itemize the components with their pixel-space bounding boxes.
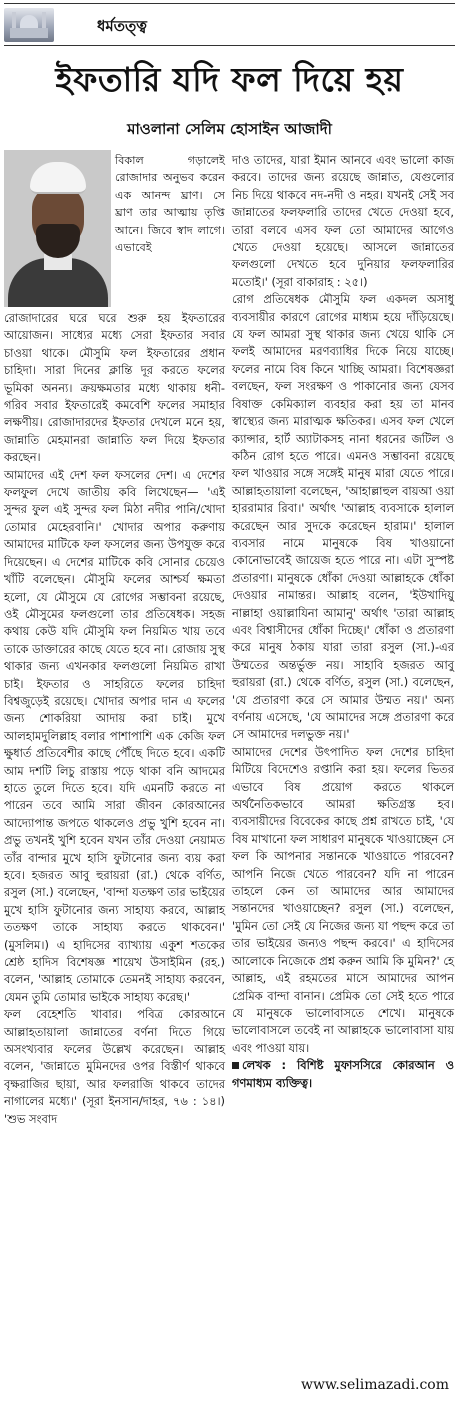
paragraph: রোজাদারের ঘরে ঘরে শুরু হয় ইফতারের আয়োজন। সাধ্যের মধ্যে সেরা ইফতার সবার চাওয়া থাকে। মৌসুমি ফল ইফতারের প্রধান চাহিদা। সারা দিনের ক্লান্তি দূর করতে ফলের ভূমিকা অনন্য। ক্রয়ক্ষমতার মধ্যে থাকায় ধনী-গরিব সবার ইফতারেই কমবেশি ফলের সমাহার লক্ষণীয়। রোজাদারদের ইফতার দেখলে মনে হয়, জান্নাতি মেহমানরা জান্নাতি ফল দিয়ে ইফতার করছেন। [4,311,225,465]
paragraph: ফল বেহেশতি খাবার। পবিত্র কোরআনে আল্লাহতায়ালা জান্নাতের বর্ণনা দিতে গিয়ে অসংখ্যবার ফলের উল্লেখ করেছেন। আল্লাহ বলেন, 'জান্নাতে মুমিনদের ওপর বিস্তীর্ণ থাকবে বৃক্ষরাজির ছায়া, আর ফলরাজি থাকবে তাদের নাগালের মধ্যে।' (সূরা ইনসান/দাহর, ৭৬ : ১৪।) 'শুভ সংবাদ [4,1007,225,1126]
paragraph: বিকাল গড়ালেই রোজাদার অনুভব করেন এক আনন্দ ঘ্রাণ। সে ঘ্রাণ তার আত্মায় তৃপ্তি আনে। জিবে স্বাদ লাগে। এভাবেই [115,154,225,255]
header-rule [4,45,455,46]
section-logo [4,8,54,42]
column-left-top [115,152,225,256]
website-link[interactable]: www.selimazadi.com [301,1377,449,1393]
author-photo [4,150,111,307]
section-label: ধর্মতত্ত্ব [97,17,147,35]
paragraph: আমাদের এই দেশ ফল ফসলের দেশ। এ দেশের ফলফুল দেখে জাতীয় কবি লিখেছেন— 'এই সুন্দর ফুল এই সুন্দর ফল মিঠা নদীর পানি/খোদা তোমার মেহেরবানি।' খোদার অপার করুণায় আমাদের মাটিকে ফল ফসলের জন্য উপযুক্ত করে দিয়েছেন। এ দেশের মাটিকে কবি সোনার চেয়েও খাঁটি বলেছেন। মৌসুমি ফলের আশ্চর্য ক্ষমতা হলো, যে মৌসুমে যে রোগের সম্ভাবনা রয়েছে, ওই মৌসুমের ফলগুলো তার প্রতিষেধক। সহজ কথায় কেউ যদি মৌসুমি ফল নিয়মিত খায় তবে তাকে ডাক্তারের কাছে যেতে হবে না। রোজায় সুস্থ থাকার জন্য এখনকার ফলগুলো নিয়মিত রাখা চাই। ইফতার ও সাহরিতে ফলের চাহিদা বিশ্বজুড়েই রয়েছে। খোদার অপার দান এ ফলের জন্য শোকরিয়া আদায় করা চাই। মুখে আলহামদুলিল্লাহ বলার পাশাপাশি এক কেজি ফল ক্ষুধার্ত প্রতিবেশীর কাছে পৌঁছে দিতে হবে। একটি আম দশটি লিচু রাস্তায় পড়ে থাকা বনি আদমের হাতে তুলে দিতে হবে। যদি এমনটি করতে না পারেন তবে আমি সারা জীবন কোরআনের আদ্যোপান্ত জপতে থাকলেও প্রভু খুশি হবেন না। প্রভু তখনই খুশি হবেন যখন তাঁর দেওয়া নেয়ামত তাঁর বান্দার মুখে হাসি ফুটানোর জন্য ব্যয় করা হবে। হজরত আবু হুরায়রা (রা.) থেকে বর্ণিত, রসুল (সা.) বলেছেন, 'বান্দা যতক্ষণ তার ভাইয়ের মুখে হাসি ফুটানোর জন্য সাহায্য করবে, আল্লাহ ততক্ষণ তাকে সাহায্য করতে থাকবেন।' (মুসলিম।) এ হাদিসের ব্যাখ্যায় একুশ শতকের শ্রেষ্ঠ হাদিস বিশেষজ্ঞ শায়েখ উসাইমিন (রহ.) বলেন, 'আল্লাহ তোমাকে তেমনই সাহায্য করবেন, যেমন তুমি তোমার ভাইকে সাহায্য করেছ।' [4,467,225,1004]
byline: মাওলানা সেলিম হোসাইন আজাদী [127,120,332,138]
paragraph: দাও তাদের, যারা ইমান আনবে এবং ভালো কাজ করবে। তাদের জন্য রয়েছে জান্নাত, যেগুলোর নিচ দিয়ে থাকবে নদ-নদী ও নহর। যখনই সেই সব জান্নাতের ফলফলারি তাদের খেতে দেওয়া হবে, তারা বলবে এসব ফল তো আমাদের আগেও খেতে দেওয়া হয়েছে। আসলে জান্নাতের ফলগুলো দেখতে হবে দুনিয়ার ফলফলারির মতোই।' (সূরা বাকারাহ : ২৫।) [232,153,454,289]
headline: ইফতারি যদি ফল দিয়ে হয় [55,60,404,99]
column-left [4,310,225,1128]
bullet-square-icon [232,1062,239,1069]
column-right [232,152,454,1092]
paragraph: রোগ প্রতিষেধক মৌসুমি ফল একদল অসাধু ব্যবসায়ীর কারণে রোগের মাধ্যম হয়ে দাঁড়িয়েছে। যে ফল আমরা সুস্থ থাকার জন্য খেয়ে থাকি সে ফলই আমাদের মরণব্যাধির দিকে নিয়ে যাচ্ছে। ফলের নামে বিষ কিনে খাচ্ছি আমরা। বিশেষজ্ঞরা বলছেন, ফল সংরক্ষণ ও পাকানোর জন্য যেসব বিষাক্ত কেমিক্যাল ব্যবহার করা হয় তা মানব স্বাস্থ্যের জন্য মারাত্মক ক্ষতিকর। এসব ফল খেলে ক্যান্সার, হার্ট অ্যাটাকসহ নানা ধরনের জটিল ও কঠিন রোগ হতে পারে। এমনও সম্ভাবনা রয়েছে ফল খাওয়ার সঙ্গে সঙ্গেই মানুষ মারা যেতে পারে। আল্লাহতায়ালা বলেছেন, 'আহাল্লাহুল বায়আ ওয়া হাররামার রিবা।' অর্থাৎ 'আল্লাহ ব্যবসাকে হালাল করেছেন আর সুদকে করেছেন হারাম।' হালাল ব্যবসার নামে মানুষকে বিষ খাওয়ানো কোনোভাবেই জায়েজ হতে পারে না। এটা সুস্পষ্ট প্রতারণা। মানুষকে ধোঁকা দেওয়া আল্লাহকে ধোঁকা দেওয়ার নামান্তর। আল্লাহ বলেন, 'ইউখাদিয়ু নাল্লাহা ওয়াল্লাযিনা আমানু' অর্থাৎ 'তারা আল্লাহ এবং বিশ্বাসীদের ধোঁকা দিচ্ছে।' ধোঁকা ও প্রতারণা করে মানুষ ঠকায় যারা তারা রসুল (সা.)-এর উম্মতের অন্তর্ভুক্ত নয়। সাহাবি হজরত আবু হুরায়রা (রা.) থেকে বর্ণিত, রসুল (সা.) বলেছেন, 'যে প্রতারণা করে সে আমার উম্মত নয়।' অন্য বর্ণনায় এসেছে, 'যে আমাদের সঙ্গে প্রতারণা করে সে আমাদের দলভুক্ত নয়।' [232,292,454,742]
paragraph: আমাদের দেশের উৎপাদিত ফল দেশের চাহিদা মিটিয়ে বিদেশেও রপ্তানি করা হয়। ফলের ভিতর এভাবে বিষ প্রয়োগ করতে থাকলে অর্থনৈতিকভাবে আমরা ক্ষতিগ্রস্ত হব। ব্যবসায়ীদের বিবেকের কাছে প্রশ্ন রাখতে চাই, 'যে বিষ মাখানো ফল সাধারণ মানুষকে খাওয়াচ্ছেন সে ফল কি আপনার সন্তানকে খাওয়াতে পারবেন? আপনি নিজে খেতে পারবেন? যদি না পারেন তাহলে কেন তা আমাদের আর আমাদের সন্তানদের খাওয়াচ্ছেন? রসুল (সা.) বলেছেন, 'মুমিন তো সেই যে নিজের জন্য যা পছন্দ করে তা তার ভাইয়ের জন্যও পছন্দ করবে।' এ হাদিসের আলোকে নিজেকে প্রশ্ন করুন আমি কি মুমিন?' হে আল্লাহ, এই রহমতের মাসে আমাদের আপন প্রেমিক বান্দা বানান। প্রেমিক তো সেই হতে পারে যে মানুষকে ভালোবাসতে শেখে। মানুষকে ভালোবাসলে তবেই না আল্লাহকে ভালোবাসা যায় এবং পাওয়া যায়। [232,744,454,1055]
author-note [232,1057,454,1092]
author-note-text: লেখক : বিশিষ্ট মুফাসসিরে কোরআন ও গণমাধ্যম ব্যক্তিত্ব। [232,1058,454,1090]
top-rule [4,3,455,4]
